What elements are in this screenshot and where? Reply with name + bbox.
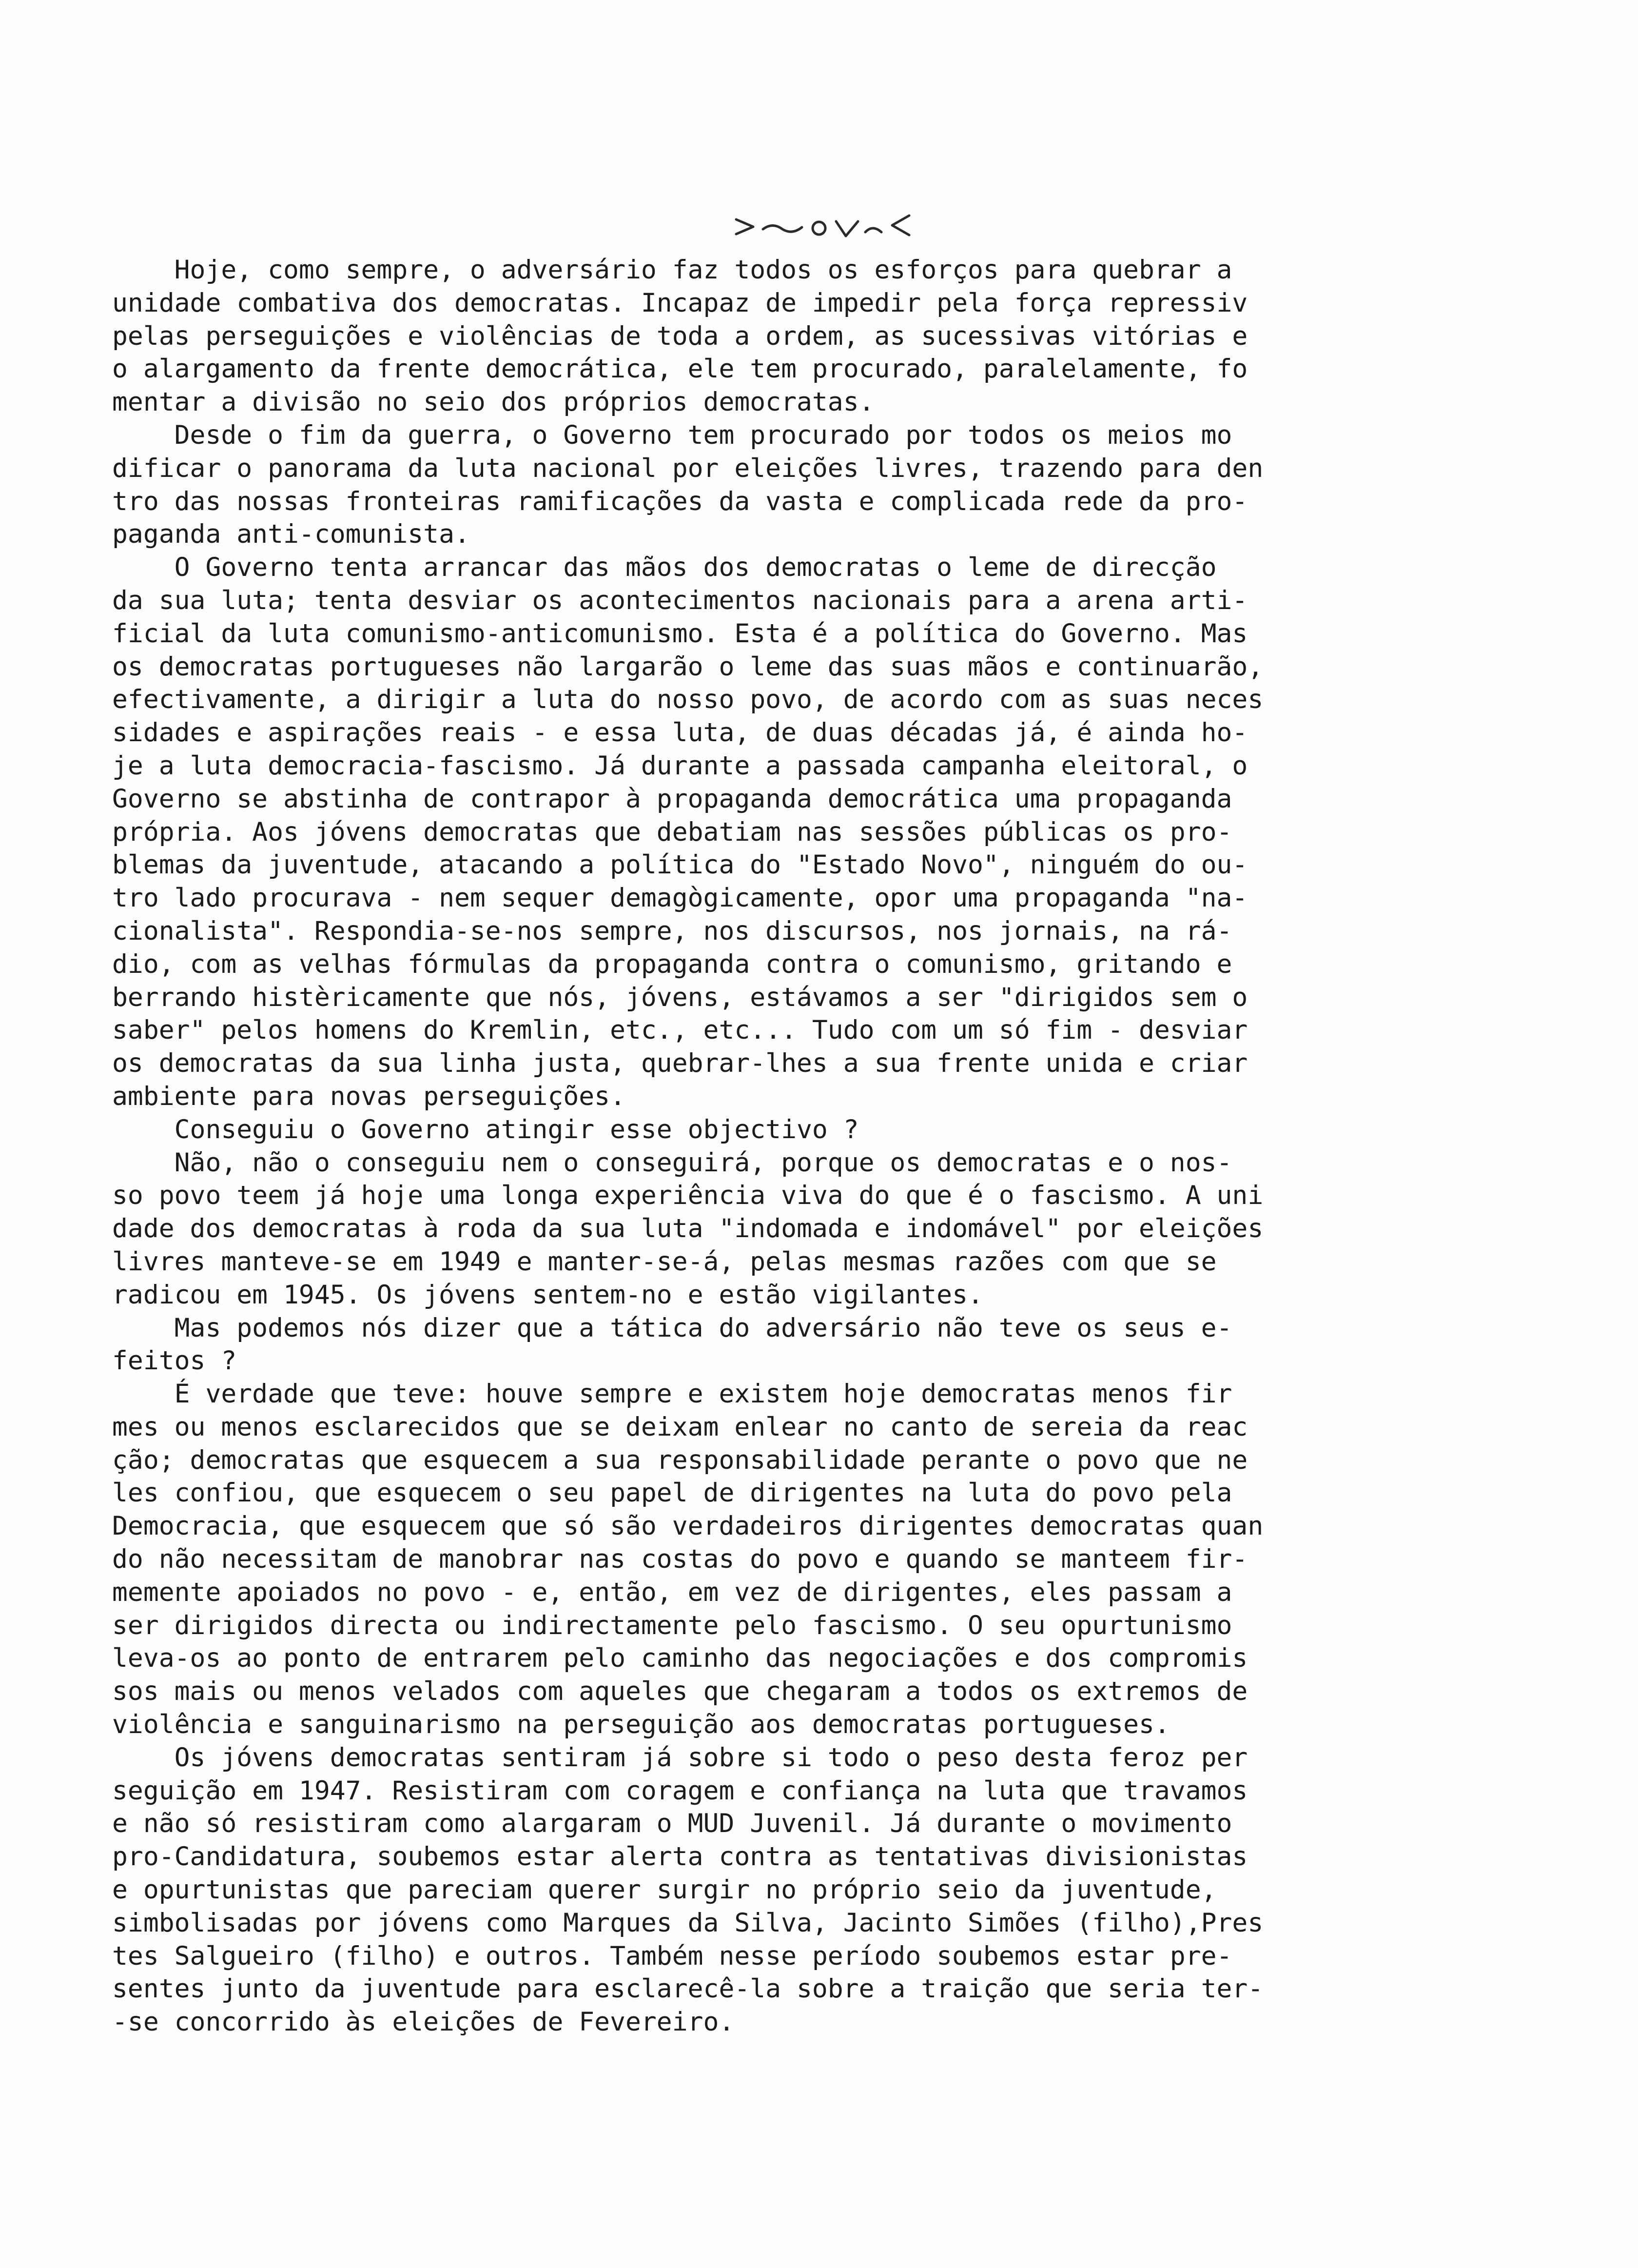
text-line: e opurtunistas que pareciam querer surgir no próprio seio da juventude, (112, 1875, 1217, 1905)
text-line: É verdade que teve: houve sempre e existem hoje democratas menos fir (112, 1379, 1232, 1409)
text-line: Não, não o conseguiu nem o conseguirá, porque os democratas e o nos- (112, 1147, 1232, 1178)
text-line: pro-Candidatura, soubemos estar alerta contra as tentativas divisionistas (112, 1842, 1248, 1872)
text-line: paganda anti-comunista. (112, 519, 470, 550)
text-line: Mas podemos nós dizer que a tática do adversário não teve os seus e- (112, 1313, 1232, 1343)
text-line: mentar a divisão no seio dos próprios democratas. (112, 387, 875, 417)
text-line: os democratas da sua linha justa, quebrar-lhes a sua frente unida e criar (112, 1048, 1248, 1079)
text-line: je a luta democracia-fascismo. Já durante a passada campanha eleitoral, o (112, 750, 1248, 781)
text-line: leva-os ao ponto de entrarem pelo caminho das negociações e dos compromis (112, 1643, 1248, 1674)
text-line: dio, com as velhas fórmulas da propaganda contra o comunismo, gritando e (112, 949, 1232, 979)
text-line: sidades e aspirações reais - e essa luta, de duas décadas já, é ainda ho- (112, 718, 1248, 748)
text-line: ficial da luta comunismo-anticomunismo. Esta é a política do Governo. Mas (112, 618, 1248, 649)
text-line: sos mais ou menos velados com aqueles que chegaram a todos os extremos de (112, 1676, 1248, 1707)
text-line: do não necessitam de manobrar nas costas do povo e quando se manteem fir- (112, 1544, 1248, 1575)
text-line: Os jóvens democratas sentiram já sobre si todo o peso desta feroz per (112, 1742, 1248, 1773)
text-line: dade dos democratas à roda da sua luta "indomada e indomável" por eleições (112, 1214, 1264, 1244)
text-line: so povo teem já hoje uma longa experiência viva do que é o fascismo. A uni (112, 1181, 1264, 1211)
text-line: Hoje, como sempre, o adversário faz todos os esforços para quebrar a (112, 255, 1232, 285)
text-line: berrando histèricamente que nós, jóvens, estávamos a ser "dirigidos sem o (112, 982, 1248, 1012)
text-line: feitos ? (112, 1346, 237, 1376)
text-line: Conseguiu o Governo atingir esse objectivo ? (112, 1114, 859, 1144)
text-line: Governo se abstinha de contrapor à propaganda democrática uma propaganda (112, 784, 1232, 814)
text-line: simbolisadas por jóvens como Marques da Silva, Jacinto Simões (filho),Pres (112, 1908, 1264, 1938)
text-line: da sua luta; tenta desviar os acontecimentos nacionais para a arena arti- (112, 585, 1248, 615)
text-line: violência e sanguinarismo na perseguição aos democratas portugueses. (112, 1710, 1170, 1740)
text-line: saber" pelos homens do Kremlin, etc., etc... Tudo com um só fim - desviar (112, 1015, 1248, 1045)
text-line: ambiente para novas perseguições. (112, 1081, 625, 1111)
text-line: o alargamento da frente democrática, ele tem procurado, paralelamente, fo (112, 354, 1248, 384)
text-line: os democratas portugueses não largarão o leme das suas mãos e continuarão, (112, 651, 1264, 682)
text-line: ção; democratas que esquecem a sua responsabilidade perante o povo que ne (112, 1445, 1248, 1475)
text-line: mes ou menos esclarecidos que se deixam enlear no canto de sereia da reac (112, 1412, 1248, 1442)
text-line: própria. Aos jóvens democratas que debatiam nas sessões públicas os pro- (112, 817, 1232, 847)
text-line: livres manteve-se em 1949 e manter-se-á, pelas mesmas razões com que se (112, 1246, 1217, 1277)
text-line: efectivamente, a dirigir a luta do nosso povo, de acordo com as suas neces (112, 685, 1264, 715)
handwritten-mark (726, 205, 931, 244)
text-line: -se concorrido às eleições de Fevereiro. (112, 2007, 735, 2037)
text-line: ser dirigidos directa ou indirectamente pelo fascismo. O seu opurtunismo (112, 1610, 1232, 1640)
text-line: sentes junto da juventude para esclarecê-la sobre a traição que seria ter- (112, 1974, 1264, 2004)
text-line: seguição em 1947. Resistiram com coragem e confiança na luta que travamos (112, 1775, 1248, 1806)
text-line: dificar o panorama da luta nacional por eleições livres, trazendo para den (112, 453, 1264, 483)
text-line: Democracia, que esquecem que só são verdadeiros dirigentes democratas quan (112, 1511, 1264, 1541)
text-line: les confiou, que esquecem o seu papel de dirigentes na luta do povo pela (112, 1478, 1232, 1508)
text-line: tro das nossas fronteiras ramificações da vasta e complicada rede da pro- (112, 486, 1248, 516)
text-line: O Governo tenta arrancar das mãos dos democratas o leme de direcção (112, 552, 1217, 583)
text-line: memente apoiados no povo - e, então, em vez de dirigentes, eles passam a (112, 1577, 1232, 1607)
text-line: radicou em 1945. Os jóvens sentem-no e estão vigilantes. (112, 1280, 983, 1310)
text-line: unidade combativa dos democratas. Incapaz de impedir pela força repressiv (112, 288, 1248, 318)
text-line: blemas da juventude, atacando a política do "Estado Novo", ninguém do ou- (112, 850, 1248, 880)
text-line: e não só resistiram como alargaram o MUD Juvenil. Já durante o movimento (112, 1809, 1232, 1839)
text-line: tes Salgueiro (filho) e outros. Também nesse período soubemos estar pre- (112, 1941, 1232, 1971)
text-line: tro lado procurava - nem sequer demagògicamente, opor uma propaganda "na- (112, 883, 1248, 913)
document-body (112, 254, 1565, 2039)
text-line: Desde o fim da guerra, o Governo tem procurado por todos os meios mo (112, 420, 1232, 450)
text-line: cionalista". Respondia-se-nos sempre, nos discursos, nos jornais, na rá- (112, 916, 1232, 946)
text-line: pelas perseguições e violências de toda a ordem, as sucessivas vitórias e (112, 321, 1248, 351)
